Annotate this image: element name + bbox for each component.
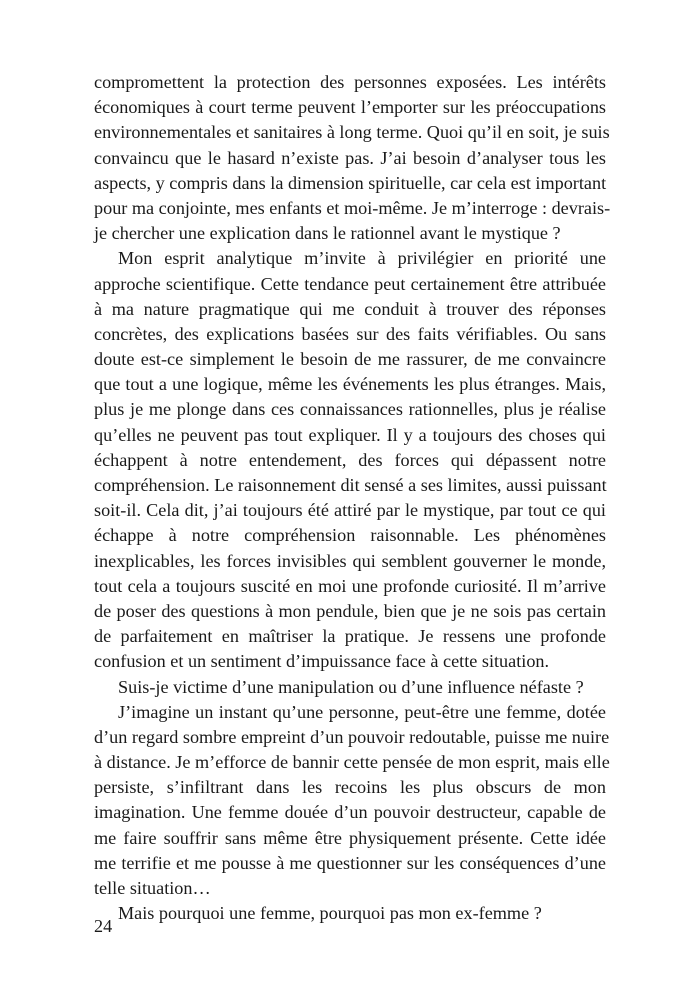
text-line: Mais pourquoi une femme, pourquoi pas mon ex-femme ?	[118, 903, 542, 924]
text-line: convaincu que le hasard n’existe pas. J’ai besoin d’analyser tous les	[94, 147, 606, 168]
text-line: que tout a une logique, même les événements les plus étranges. Mais,	[94, 374, 606, 395]
text-line: d’un regard sombre empreint d’un pouvoir redoutable, puisse me nuire	[94, 726, 610, 747]
text-line: Mon esprit analytique m’invite à privilégier en priorité une	[118, 248, 606, 269]
text-line: telle situation…	[94, 878, 211, 898]
paragraph-2	[94, 246, 606, 674]
text-line: approche scientifique. Cette tendance peut certainement être attribuée	[94, 273, 606, 294]
text-line: plus je me plonge dans ces connaissances rationnelles, plus je réalise	[94, 399, 606, 420]
text-line: Suis-je victime d’une manipulation ou d’une influence néfaste ?	[118, 676, 584, 697]
text-line: imagination. Une femme douée d’un pouvoir destructeur, capable de	[94, 802, 606, 823]
text-line: à ma nature pragmatique qui me conduit à trouver des réponses	[94, 298, 606, 319]
text-line: tout cela a toujours suscité en moi une profonde curiosité. Il m’arrive	[94, 575, 606, 596]
paragraph-5	[94, 901, 606, 926]
text-line: à distance. Je m’efforce de bannir cette pensée de mon esprit, mais elle	[94, 752, 610, 773]
text-line: qu’elles ne peuvent pas tout expliquer. Il y a toujours des choses qui	[94, 424, 606, 445]
text-line: persiste, s’infiltrant dans les recoins les plus obscurs de mon	[94, 777, 606, 798]
paragraph-3	[94, 675, 606, 700]
text-line: confusion et un sentiment d’impuissance face à cette situation.	[94, 651, 550, 672]
text-line: environnementales et sanitaires à long terme. Quoi qu’il en soit, je suis	[94, 122, 610, 143]
text-line: aspects, y compris dans la dimension spirituelle, car cela est important	[94, 172, 607, 193]
text-line: de poser des questions à mon pendule, bien que je ne sois pas certain	[94, 600, 606, 621]
text-line: me faire souffrir sans même être physiquement présente. Cette idée	[94, 827, 606, 848]
text-line: doute est-ce simplement le besoin de me rassurer, de me convaincre	[94, 349, 606, 370]
text-line: de parfaitement en maîtriser la pratique. Je ressens une profonde	[94, 626, 606, 647]
text-line: je chercher une explication dans le rationnel avant le mystique ?	[94, 223, 561, 244]
text-line: pour ma conjointe, mes enfants et moi-même. Je m’interroge : devrais-	[94, 197, 611, 218]
text-line: compréhension. Le raisonnement dit sensé a ses limites, aussi puissant	[94, 475, 607, 495]
text-line: échappe à notre compréhension raisonnable. Les phénomènes	[94, 525, 606, 546]
text-line: inexplicables, les forces invisibles qui semblent gouverner le monde,	[94, 550, 606, 571]
text-line: soit-il. Cela dit, j’ai toujours été attiré par le mystique, par tout ce qui	[94, 500, 606, 521]
text-line: concrètes, des explications basées sur des faits vérifiables. Ou sans	[94, 323, 606, 344]
text-line: économiques à court terme peuvent l’emporter sur les préoccupations	[94, 97, 606, 118]
text-line: me terrifie et me pousse à me questionner sur les conséquences d’une	[94, 852, 606, 873]
paragraph-4	[94, 700, 610, 902]
text-line: J’imagine un instant qu’une personne, peut-être une femme, dotée	[118, 701, 606, 722]
body-text	[94, 70, 611, 926]
paragraph-1	[94, 70, 611, 246]
page-number: 24	[94, 916, 113, 936]
text-line: échappent à notre entendement, des forces qui dépassent notre	[94, 449, 606, 470]
text-line: compromettent la protection des personnes exposées. Les intérêts	[94, 72, 606, 92]
